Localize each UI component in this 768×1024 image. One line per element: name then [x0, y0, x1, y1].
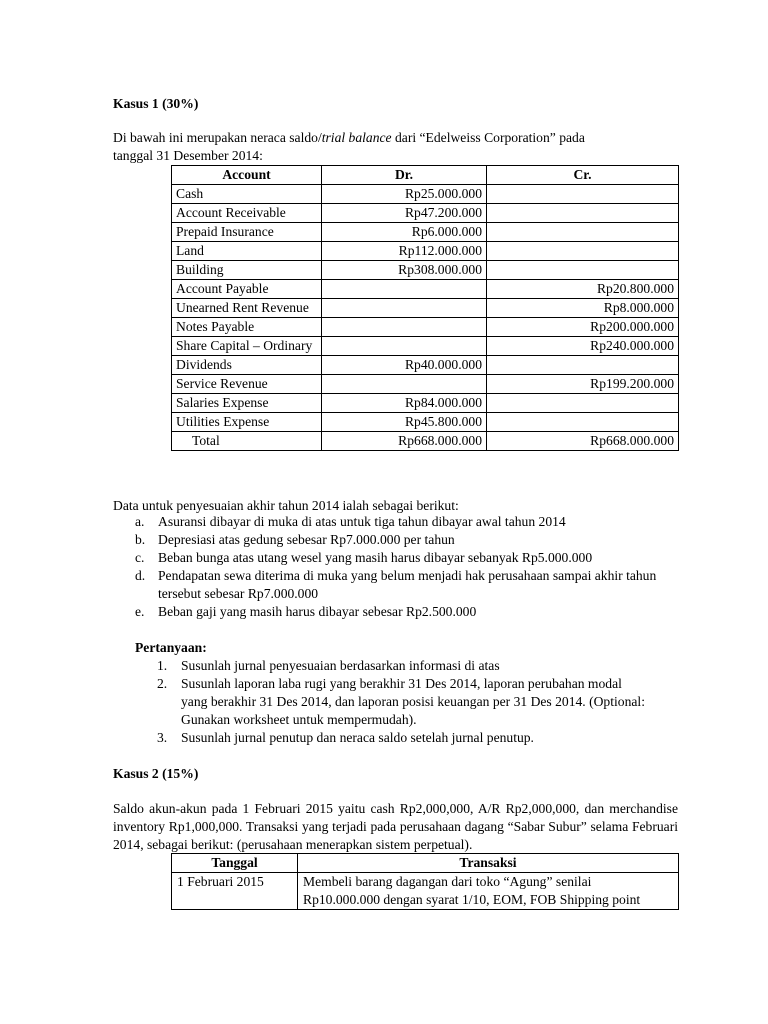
- table-row: [172, 375, 679, 394]
- list-text: Beban gaji yang masih harus dibayar sebesar Rp2.500.000: [158, 604, 477, 619]
- kasus1-intro-italic: trial balance: [321, 130, 392, 145]
- dr-cell: [322, 375, 487, 394]
- total-cr: Rp668.000.000: [487, 432, 679, 451]
- account-cell: Cash: [172, 185, 322, 204]
- list-marker: a.: [135, 514, 145, 529]
- kasus1-intro: [113, 129, 673, 165]
- list-text: Depresiasi atas gedung sebesar Rp7.000.000 per tahun: [158, 532, 455, 547]
- header-cr: Cr.: [487, 166, 679, 185]
- cr-cell: Rp240.000.000: [487, 337, 679, 356]
- dr-cell: Rp6.000.000: [322, 223, 487, 242]
- account-cell: Prepaid Insurance: [172, 223, 322, 242]
- kasus2-intro: Saldo akun-akun pada 1 Februari 2015 yaitu cash Rp2,000,000, A/R Rp2,000,000, dan merchandise inventory Rp1,000,000. Transaksi yang terjadi pada perusahaan dagang “Sabar Subur” selama Februari 2014, sebagai berikut: (perusahaan menerapkan sistem perpetual).: [113, 801, 678, 852]
- total-dr: Rp668.000.000: [322, 432, 487, 451]
- total-label: Total: [172, 432, 322, 451]
- dr-cell: Rp25.000.000: [322, 185, 487, 204]
- questions-heading: Pertanyaan:: [135, 640, 207, 655]
- dr-cell: Rp308.000.000: [322, 261, 487, 280]
- account-cell: Account Receivable: [172, 204, 322, 223]
- account-cell: Dividends: [172, 356, 322, 375]
- table-row: [172, 873, 679, 910]
- cr-cell: [487, 413, 679, 432]
- table-row: [172, 413, 679, 432]
- dr-cell: [322, 318, 487, 337]
- total-row: [172, 432, 679, 451]
- table-row: [172, 280, 679, 299]
- account-cell: Unearned Rent Revenue: [172, 299, 322, 318]
- list-item: [135, 603, 695, 621]
- table-header-row: [172, 854, 679, 873]
- account-cell: Land: [172, 242, 322, 261]
- table-row: [172, 242, 679, 261]
- list-text: Susunlah laporan laba rugi yang berakhir 31 Des 2014, laporan perubahan modal yang berakhir 31 Des 2014, dan laporan posisi keuangan per 31 Des 2014. (Optional: Gunakan worksheet untuk mempermudah).: [181, 676, 645, 727]
- list-marker: 3.: [157, 730, 168, 745]
- kasus1-intro-post: dari “Edelweiss Corporation” pada: [391, 130, 585, 145]
- transactions-table: [171, 853, 679, 910]
- list-marker: c.: [135, 550, 145, 565]
- questions-list: [157, 657, 677, 747]
- list-item: [157, 729, 677, 747]
- dr-cell: [322, 299, 487, 318]
- table-header-row: [172, 166, 679, 185]
- trial-balance-table: [171, 165, 679, 451]
- header-date: Tanggal: [172, 854, 298, 873]
- cr-cell: Rp8.000.000: [487, 299, 679, 318]
- header-transaction: Transaksi: [298, 854, 679, 873]
- cr-cell: [487, 185, 679, 204]
- dr-cell: Rp84.000.000: [322, 394, 487, 413]
- list-marker: d.: [135, 568, 146, 583]
- list-item: [135, 549, 695, 567]
- table-row: [172, 204, 679, 223]
- cr-cell: [487, 242, 679, 261]
- adjustments-list: [135, 513, 695, 621]
- account-cell: Account Payable: [172, 280, 322, 299]
- list-marker: b.: [135, 532, 146, 547]
- account-cell: Building: [172, 261, 322, 280]
- cr-cell: Rp20.800.000: [487, 280, 679, 299]
- list-item: [157, 657, 677, 675]
- dr-cell: Rp45.800.000: [322, 413, 487, 432]
- list-text: Beban bunga atas utang wesel yang masih harus dibayar sebanyak Rp5.000.000: [158, 550, 593, 565]
- cr-cell: [487, 204, 679, 223]
- list-item: [135, 513, 695, 531]
- account-cell: Service Revenue: [172, 375, 322, 394]
- table-row: [172, 223, 679, 242]
- list-marker: 1.: [157, 658, 168, 673]
- header-dr: Dr.: [322, 166, 487, 185]
- table-row: [172, 356, 679, 375]
- list-item: [135, 567, 695, 603]
- table-row: [172, 261, 679, 280]
- transaction-cell: Membeli barang dagangan dari toko “Agung” senilai Rp10.000.000 dengan syarat 1/10, EOM, FOB Shipping point: [298, 873, 679, 910]
- dr-cell: Rp112.000.000: [322, 242, 487, 261]
- cr-cell: [487, 261, 679, 280]
- dr-cell: Rp47.200.000: [322, 204, 487, 223]
- table-row: [172, 394, 679, 413]
- cr-cell: [487, 223, 679, 242]
- header-account: Account: [172, 166, 322, 185]
- table-row: [172, 185, 679, 204]
- table-row: [172, 337, 679, 356]
- list-text: Susunlah jurnal penyesuaian berdasarkan informasi di atas: [181, 658, 500, 673]
- account-cell: Salaries Expense: [172, 394, 322, 413]
- date-cell: 1 Februari 2015: [172, 873, 298, 910]
- list-marker: e.: [135, 604, 145, 619]
- dr-cell: [322, 280, 487, 299]
- table-row: [172, 318, 679, 337]
- kasus1-intro-pre: Di bawah ini merupakan neraca saldo/: [113, 130, 322, 145]
- list-text: Pendapatan sewa diterima di muka yang belum menjadi hak perusahaan sampai akhir tahun tersebut sebesar Rp7.000.000: [158, 568, 657, 601]
- list-item: [135, 531, 695, 549]
- cr-cell: [487, 356, 679, 375]
- cr-cell: Rp199.200.000: [487, 375, 679, 394]
- account-cell: Share Capital – Ordinary: [172, 337, 322, 356]
- kasus2-heading: Kasus 2 (15%): [113, 766, 199, 781]
- account-cell: Utilities Expense: [172, 413, 322, 432]
- adjustments-intro: Data untuk penyesuaian akhir tahun 2014 ialah sebagai berikut:: [113, 498, 459, 513]
- dr-cell: [322, 337, 487, 356]
- kasus1-intro-line2: tanggal 31 Desember 2014:: [113, 148, 263, 163]
- list-item: [157, 675, 677, 729]
- table-row: [172, 299, 679, 318]
- kasus1-heading: Kasus 1 (30%): [113, 96, 199, 111]
- list-text: Asuransi dibayar di muka di atas untuk tiga tahun dibayar awal tahun 2014: [158, 514, 566, 529]
- dr-cell: Rp40.000.000: [322, 356, 487, 375]
- cr-cell: Rp200.000.000: [487, 318, 679, 337]
- list-text: Susunlah jurnal penutup dan neraca saldo setelah jurnal penutup.: [181, 730, 534, 745]
- list-marker: 2.: [157, 676, 168, 691]
- account-cell: Notes Payable: [172, 318, 322, 337]
- cr-cell: [487, 394, 679, 413]
